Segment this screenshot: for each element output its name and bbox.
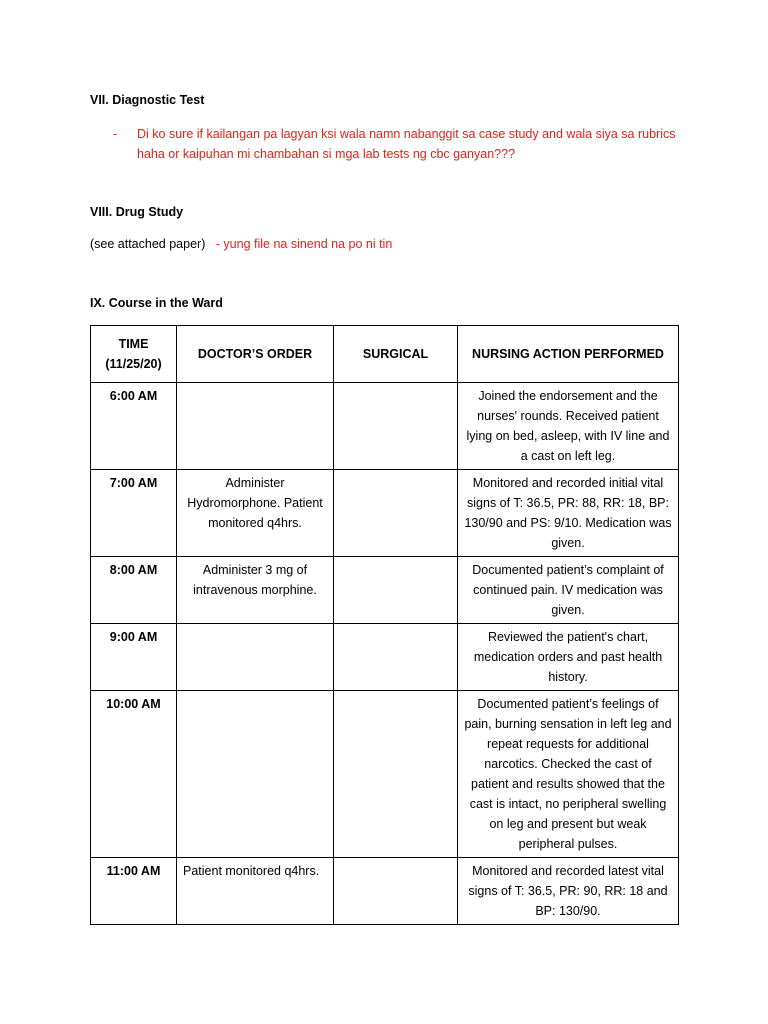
row-time: 8:00 AM xyxy=(91,557,177,624)
drug-study-line xyxy=(90,237,392,251)
diagnostic-note-text xyxy=(137,124,697,164)
see-attached-text: (see attached paper) xyxy=(90,237,206,251)
table-row xyxy=(91,858,679,925)
row-nursing-action: Monitored and recorded initial vital signs of T: 36.5, PR: 88, RR: 18, BP: 130/90 and PS: 9/10. Medication was given. xyxy=(458,470,679,557)
row-nursing-action: Joined the endorsement and the nurses' rounds. Received patient lying on bed, asleep, with IV line and a cast on left leg. xyxy=(458,383,679,470)
diagnostic-test-heading: VII. Diagnostic Test xyxy=(90,93,205,107)
row-time: 7:00 AM xyxy=(91,470,177,557)
header-time-label: TIME xyxy=(118,337,149,351)
table-row xyxy=(91,470,679,557)
table-header-row xyxy=(91,326,679,383)
course-in-ward-heading: IX. Course in the Ward xyxy=(90,296,223,310)
diagnostic-note-line-2: haha or kaipuhan mi chambahan si mga lab tests ng cbc ganyan??? xyxy=(137,147,516,161)
drug-study-note: - yung file na sinend na po ni tin xyxy=(215,237,393,251)
row-doctor-order: Administer 3 mg of intravenous morphine. xyxy=(177,557,334,624)
row-time: 10:00 AM xyxy=(91,691,177,858)
row-nursing-action: Monitored and recorded latest vital signs of T: 36.5, PR: 90, RR: 18 and BP: 130/90. xyxy=(458,858,679,925)
row-surgical xyxy=(334,383,458,470)
row-time: 6:00 AM xyxy=(91,383,177,470)
row-time: 11:00 AM xyxy=(91,858,177,925)
drug-study-heading: VIII. Drug Study xyxy=(90,205,184,219)
row-surgical xyxy=(334,624,458,691)
row-nursing-action: Documented patient’s feelings of pain, burning sensation in left leg and repeat requests for additional narcotics. Checked the cast of patient and results showed that the cast is intact, no peripheral swelling on leg and present but weak peripheral pulses. xyxy=(458,691,679,858)
row-doctor-order: Patient monitored q4hrs. xyxy=(177,858,334,925)
header-time xyxy=(91,326,177,383)
row-nursing-action: Reviewed the patient's chart, medication orders and past health history. xyxy=(458,624,679,691)
row-surgical xyxy=(334,557,458,624)
row-surgical xyxy=(334,470,458,557)
course-in-ward-table xyxy=(90,325,679,925)
table-row xyxy=(91,691,679,858)
diagnostic-note-line-1: Di ko sure if kailangan pa lagyan ksi wala namn nabanggit sa case study and wala siya sa rubrics xyxy=(137,127,676,141)
header-time-date: (11/25/20) xyxy=(105,357,162,371)
row-doctor-order: Administer Hydromorphone. Patient monitored q4hrs. xyxy=(177,470,334,557)
row-surgical xyxy=(334,691,458,858)
table-row xyxy=(91,383,679,470)
table-row xyxy=(91,624,679,691)
row-surgical xyxy=(334,858,458,925)
row-doctor-order xyxy=(177,691,334,858)
row-doctor-order xyxy=(177,383,334,470)
header-doctor-order: DOCTOR’S ORDER xyxy=(177,326,334,383)
note-dash: - xyxy=(113,127,118,141)
header-nursing-action: NURSING ACTION PERFORMED xyxy=(458,326,679,383)
header-surgical: SURGICAL xyxy=(334,326,458,383)
row-nursing-action: Documented patient’s complaint of continued pain. IV medication was given. xyxy=(458,557,679,624)
row-doctor-order xyxy=(177,624,334,691)
table-row xyxy=(91,557,679,624)
row-time: 9:00 AM xyxy=(91,624,177,691)
